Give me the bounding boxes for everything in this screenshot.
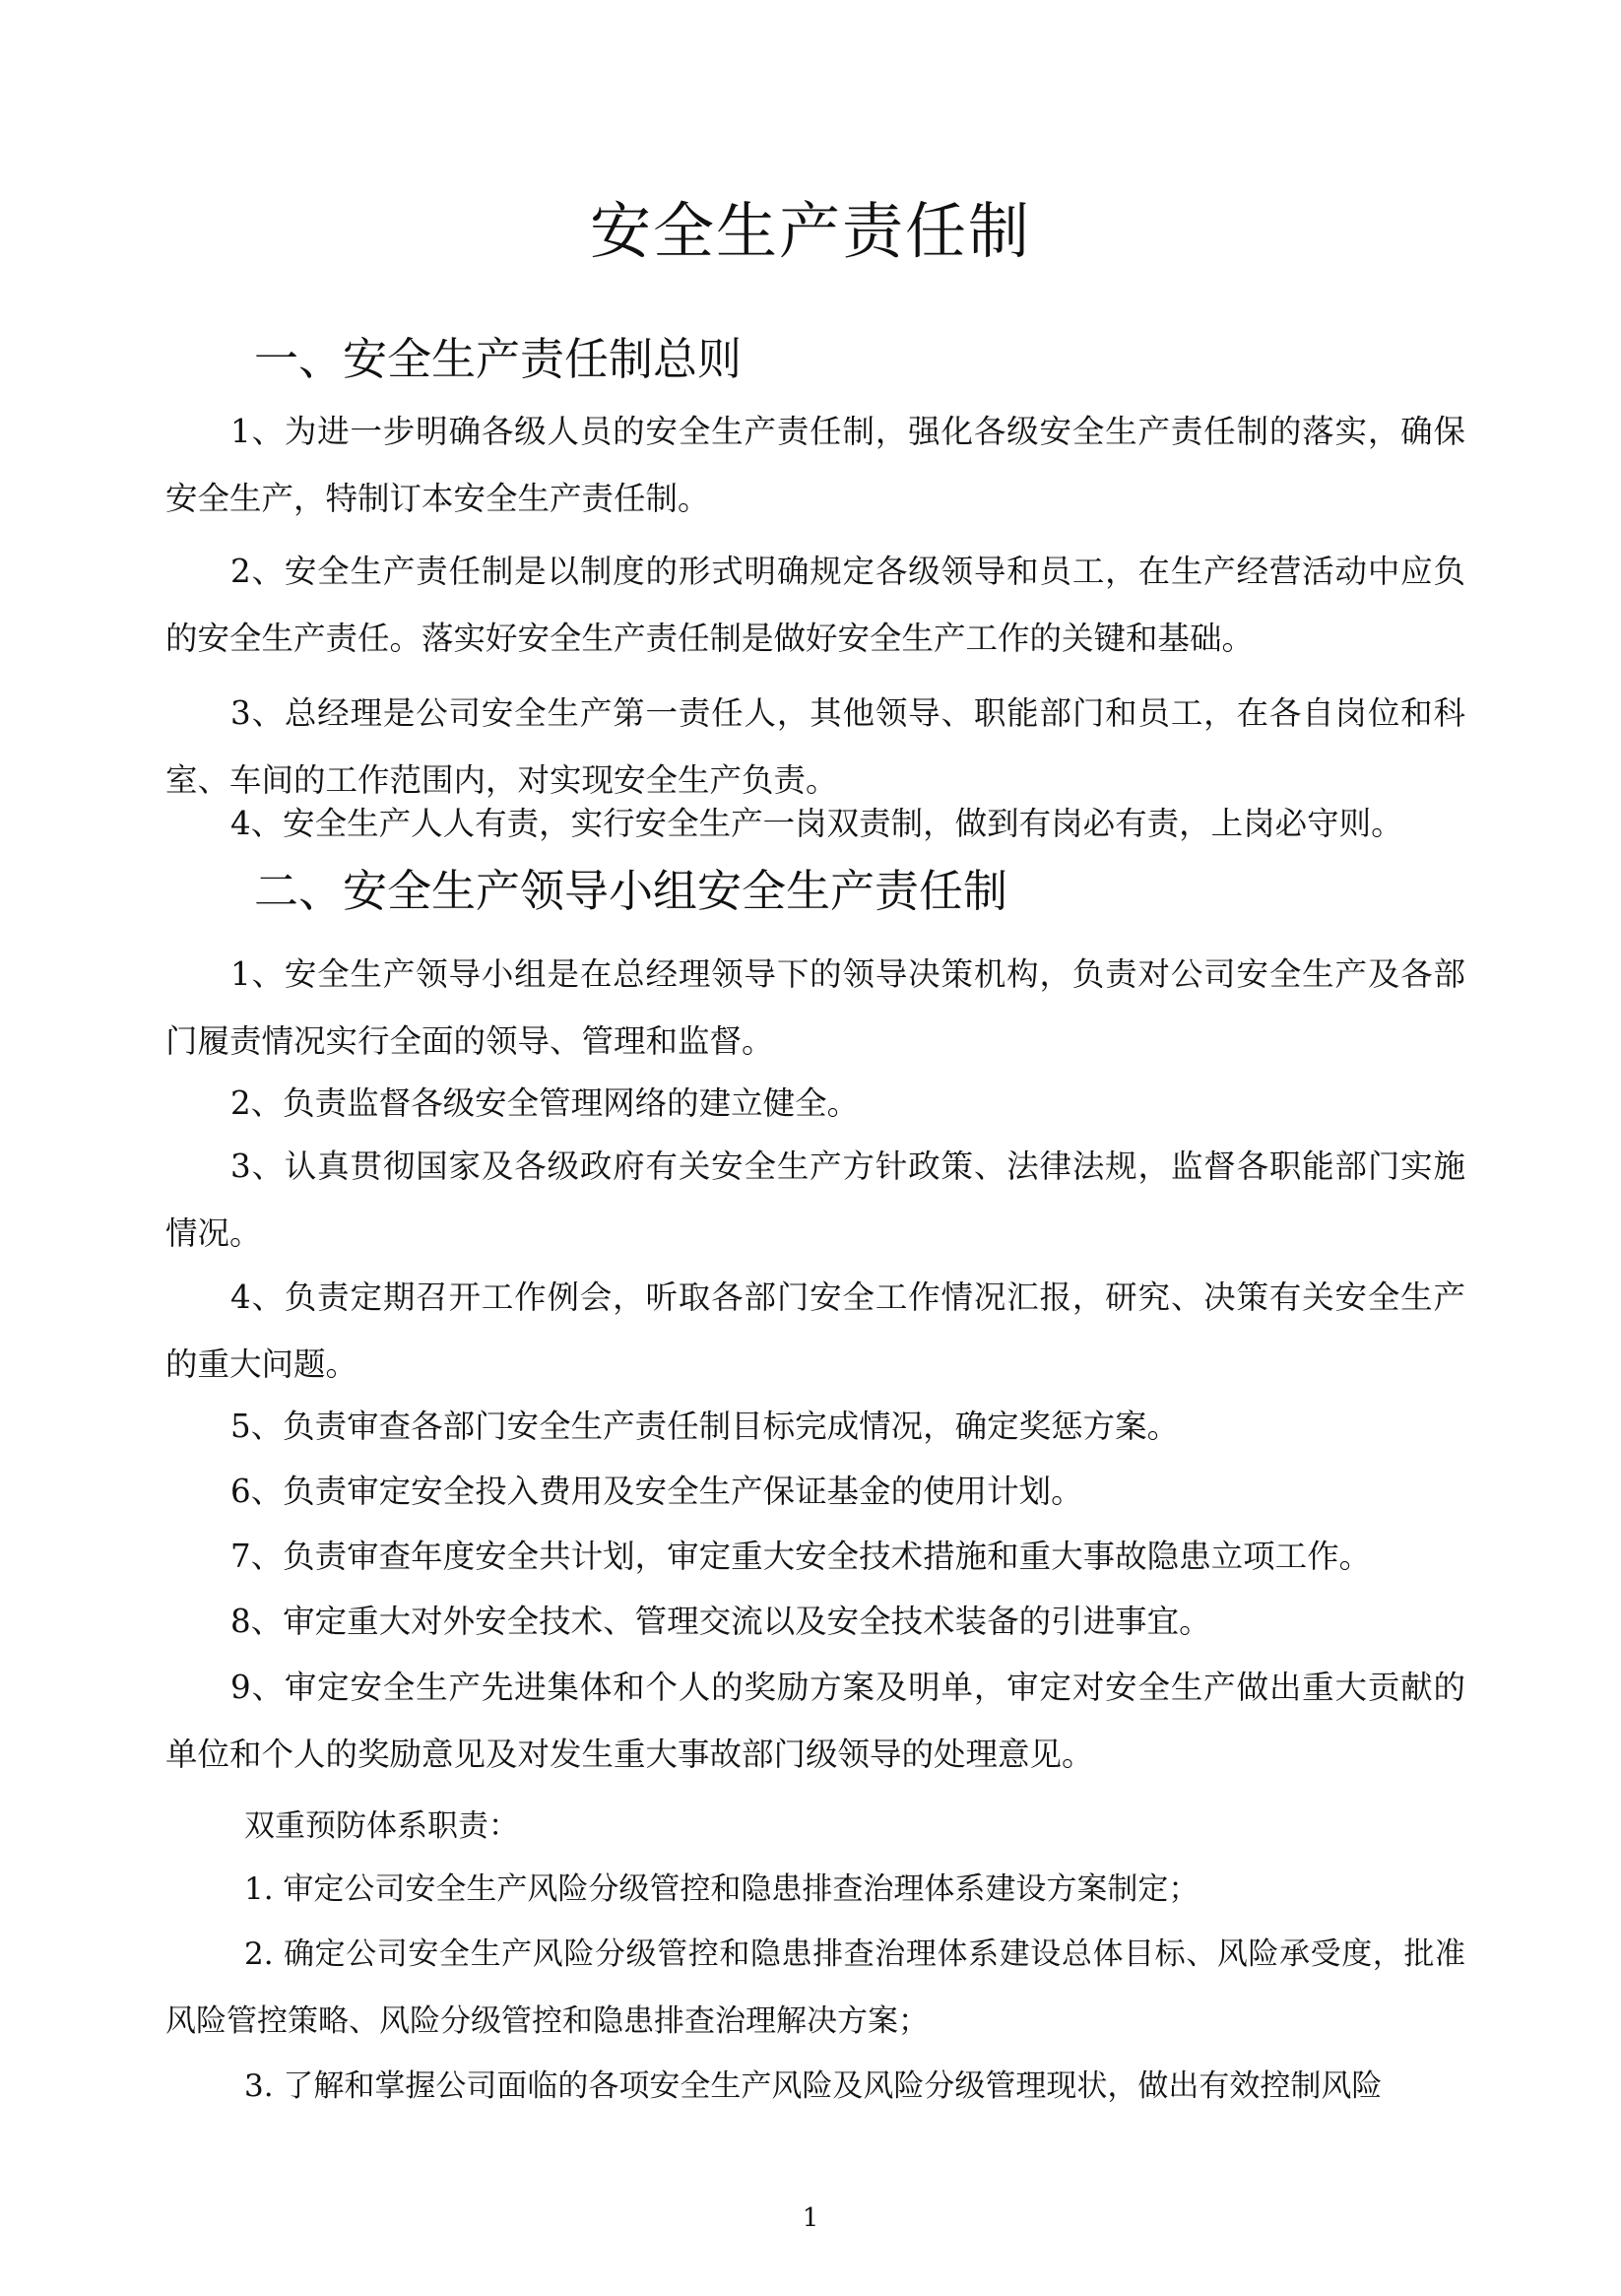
paragraph: 3、总经理是公司安全生产第一责任人，其他领导、职能部门和员工，在各自岗位和科室、车间的工作范围内，对实现安全生产负责。 <box>165 694 1465 799</box>
paragraph: 2、安全生产责任制是以制度的形式明确规定各级领导和员工，在生产经营活动中应负的安全生产责任。落实好安全生产责任制是做好安全生产工作的关键和基础。 <box>165 553 1465 657</box>
page-number: 1 <box>802 2203 819 2233</box>
paragraph: 4、负责定期召开工作例会，听取各部门安全工作情况汇报，研究、决策有关安全生产的重大问题。 <box>165 1279 1465 1383</box>
paragraph: 1、安全生产领导小组是在总经理领导下的领导决策机构，负责对公司安全生产及各部门履责情况实行全面的领导、管理和监督。 <box>165 955 1465 1060</box>
paragraph: 9、审定安全生产先进集体和个人的奖励方案及明单，审定对安全生产做出重大贡献的单位和个人的奖励意见及对发生重大事故部门级领导的处理意见。 <box>165 1669 1465 1773</box>
paragraph: 8、审定重大对外安全技术、管理交流以及安全技术装备的引进事宜。 <box>230 1603 1211 1640</box>
paragraph: 1. 审定公司安全生产风险分级管控和隐患排查治理体系建设方案制定； <box>244 1871 1200 1907</box>
section-heading-leadership: 二、安全生产领导小组安全生产责任制 <box>254 865 1008 917</box>
paragraph: 7、负责审查年度安全共计划，审定重大安全技术措施和重大事故隐患立项工作。 <box>230 1538 1372 1575</box>
paragraph: 3. 了解和掌握公司面临的各项安全生产风险及风险分级管理现状，做出有效控制风险 <box>244 2068 1383 2104</box>
paragraph: 5、负责审查各部门安全生产责任制目标完成情况，确定奖惩方案。 <box>230 1408 1180 1445</box>
paragraph: 1、为进一步明确各级人员的安全生产责任制，强化各级安全生产责任制的落实，确保安全生产，特制订本安全生产责任制。 <box>165 413 1465 517</box>
section-heading-general: 一、安全生产责任制总则 <box>254 333 743 385</box>
paragraph: 3、认真贯彻国家及各级政府有关安全生产方针政策、法律法规，监督各职能部门实施情况。 <box>165 1148 1465 1252</box>
paragraph: 6、负责审定安全投入费用及安全生产保证基金的使用计划。 <box>230 1473 1083 1510</box>
paragraph: 2. 确定公司安全生产风险分级管控和隐患排查治理体系建设总体目标、风险承受度，批准风险管控策略、风险分级管控和隐患排查治理解决方案； <box>165 1936 1465 2039</box>
paragraph: 2、负责监督各级安全管理网络的建立健全。 <box>230 1084 860 1122</box>
document-title: 安全生产责任制 <box>589 195 1031 267</box>
dual-prevention-label: 双重预防体系职责： <box>244 1808 519 1844</box>
paragraph: 4、安全生产人人有责，实行安全生产一岗双责制，做到有岗必有责，上岗必守则。 <box>230 805 1403 842</box>
